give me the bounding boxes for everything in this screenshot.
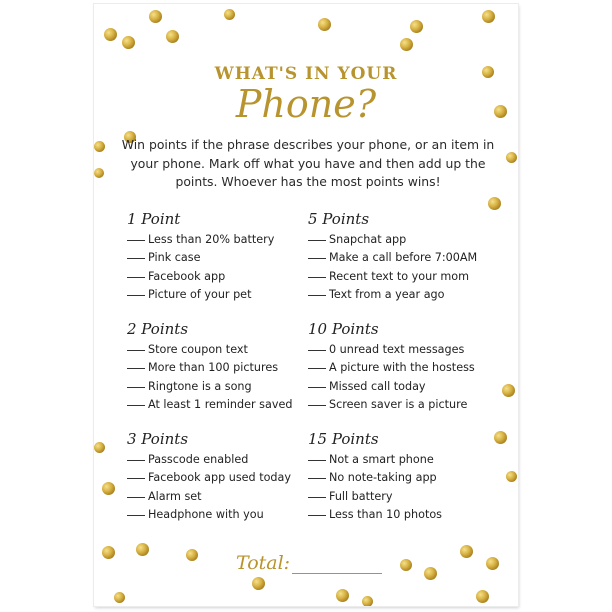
checklist-item — [308, 249, 508, 267]
total-field — [236, 552, 382, 574]
checklist-item — [308, 378, 508, 396]
check-blank — [127, 460, 145, 461]
check-blank — [127, 368, 145, 369]
points-group-title: 2 Points — [127, 320, 189, 338]
check-blank — [127, 295, 145, 296]
points-group-title: 5 Points — [308, 210, 370, 228]
checklist-item-label: Full battery — [329, 489, 393, 503]
check-blank — [127, 515, 145, 516]
checklist-item — [308, 268, 508, 286]
checklist-item — [308, 451, 508, 469]
checklist-item-label: Recent text to your mom — [329, 269, 469, 283]
checklist-item — [127, 341, 327, 359]
card-script-title: Phone? — [235, 82, 377, 126]
gold-confetti-dot — [362, 596, 373, 606]
points-group — [127, 319, 327, 429]
check-blank — [127, 478, 145, 479]
check-blank — [127, 258, 145, 259]
checklist-item-label: Ringtone is a song — [148, 379, 252, 393]
checklist-item-label: Missed call today — [329, 379, 426, 393]
gold-confetti-dot — [122, 36, 135, 49]
checklist-item — [127, 268, 327, 286]
points-column-left — [127, 209, 327, 539]
checklist-item — [127, 451, 327, 469]
checklist-item — [308, 286, 508, 304]
checklist-item-label: Store coupon text — [148, 343, 248, 356]
gold-confetti-dot — [136, 543, 149, 556]
checklist-item-label: Less than 20% battery — [148, 233, 275, 246]
check-blank — [308, 387, 326, 388]
total-blank-line — [292, 555, 382, 574]
gold-confetti-dot — [486, 557, 499, 570]
checklist-item-label: Screen saver is a picture — [329, 397, 468, 411]
checklist-item — [308, 506, 508, 524]
game-card — [94, 4, 518, 606]
checklist-item-label: Make a call before 7:00AM — [329, 251, 478, 265]
instructions-text: Win points if the phrase describes your phone, or an item in your phone. Mark off what you have and then add up the points. Whoever has the most points wins! — [121, 137, 495, 189]
check-blank — [308, 240, 326, 241]
points-column-right — [308, 209, 508, 539]
gold-confetti-dot — [166, 30, 179, 43]
check-blank — [127, 240, 145, 241]
checklist-item-label: A picture with the hostess — [329, 361, 475, 375]
gold-confetti-dot — [94, 442, 105, 453]
check-blank — [308, 350, 326, 351]
points-group — [308, 429, 508, 539]
checklist-item-label: Picture of your pet — [148, 287, 252, 301]
checklist-item — [127, 231, 327, 249]
checklist-item-label: Alarm set — [148, 489, 202, 503]
checklist-item-label: Pink case — [148, 251, 201, 265]
check-blank — [308, 368, 326, 369]
points-group — [308, 209, 508, 319]
gold-confetti-dot — [149, 10, 162, 23]
checklist-item — [127, 249, 327, 267]
checklist-item-label: More than 100 pictures — [148, 361, 279, 375]
gold-confetti-dot — [252, 577, 265, 590]
card-title: WHAT'S IN YOUR — [214, 64, 398, 84]
check-blank — [308, 460, 326, 461]
gold-confetti-dot — [94, 141, 105, 152]
points-group — [308, 319, 508, 429]
gold-confetti-dot — [506, 152, 517, 163]
gold-confetti-dot — [94, 168, 104, 178]
gold-confetti-dot — [104, 28, 117, 41]
checklist-item — [127, 396, 327, 414]
points-group — [127, 209, 327, 319]
checklist-item — [308, 396, 508, 414]
checklist-item-label: Not a smart phone — [329, 453, 434, 466]
checklist-item — [127, 506, 327, 524]
check-blank — [308, 478, 326, 479]
checklist-item — [308, 359, 508, 377]
checklist-item-label: 0 unread text messages — [329, 343, 465, 356]
checklist-item-label: Facebook app used today — [148, 471, 292, 485]
total-label: Total: — [236, 552, 291, 574]
checklist-item — [308, 341, 508, 359]
checklist-item — [127, 359, 327, 377]
check-blank — [127, 497, 145, 498]
points-group-title: 3 Points — [127, 430, 189, 448]
check-blank — [127, 277, 145, 278]
gold-confetti-dot — [224, 9, 235, 20]
check-blank — [308, 277, 326, 278]
checklist-item-label: At least 1 reminder saved — [148, 397, 293, 411]
check-blank — [308, 405, 326, 406]
checklist-item-label: Headphone with you — [148, 507, 264, 521]
gold-confetti-dot — [482, 10, 495, 23]
checklist-item-label: No note-taking app — [329, 471, 437, 485]
gold-confetti-dot — [318, 18, 331, 31]
gold-confetti-dot — [410, 20, 423, 33]
check-blank — [308, 295, 326, 296]
gold-confetti-dot — [102, 546, 115, 559]
gold-confetti-dot — [102, 482, 115, 495]
checklist-item — [308, 231, 508, 249]
checklist-item-label: Snapchat app — [329, 233, 407, 246]
points-group-title: 15 Points — [308, 430, 379, 448]
points-group-title: 10 Points — [308, 320, 379, 338]
checklist-item-label: Passcode enabled — [148, 453, 249, 466]
checklist-item-label: Less than 10 photos — [329, 507, 443, 521]
check-blank — [127, 350, 145, 351]
gold-confetti-dot — [460, 545, 473, 558]
check-blank — [308, 258, 326, 259]
gold-confetti-dot — [476, 590, 489, 603]
checklist-item — [308, 469, 508, 487]
check-blank — [127, 405, 145, 406]
checklist-item — [127, 469, 327, 487]
checklist-item-label: Text from a year ago — [329, 287, 445, 301]
gold-confetti-dot — [424, 567, 437, 580]
check-blank — [308, 497, 326, 498]
gold-confetti-dot — [114, 592, 125, 603]
gold-confetti-dot — [336, 589, 349, 602]
gold-confetti-dot — [400, 559, 412, 571]
gold-confetti-dot — [400, 38, 413, 51]
gold-confetti-dot — [186, 549, 198, 561]
checklist-item — [127, 378, 327, 396]
checklist-item — [127, 286, 327, 304]
checklist-item — [308, 488, 508, 506]
points-group-title: 1 Point — [127, 210, 181, 228]
checklist-item-label: Facebook app — [148, 269, 226, 283]
points-group — [127, 429, 327, 539]
check-blank — [308, 515, 326, 516]
check-blank — [127, 387, 145, 388]
checklist-item — [127, 488, 327, 506]
